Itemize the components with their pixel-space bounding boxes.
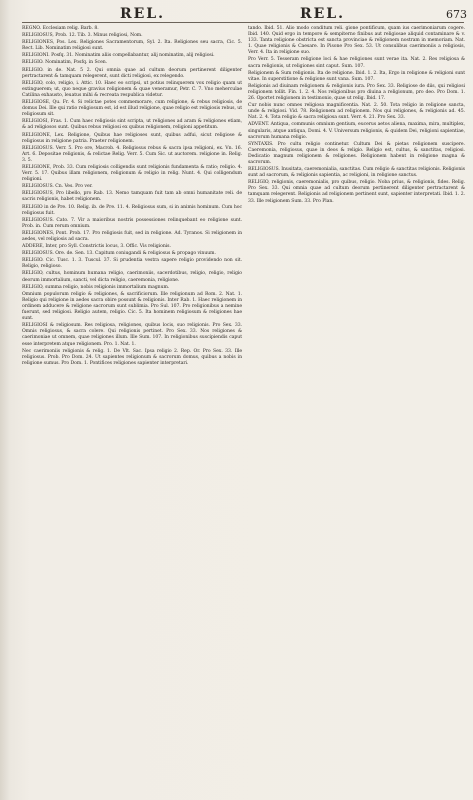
entry-text: RELIGIOSUS, Pro libello, pro Rab. 13. Nemo tamquam fuit tam ab omni humanitate reli. de sacris religionis, habet religionem. <box>22 191 242 203</box>
entry-text: RELIGIONES, Pos. Lex. Religiones Sacramentorum, Syl. 2. Ita. Religiones seu sacra, Cic. 5. Rect. Lib. Nominatim religiosi sunt. <box>22 40 242 52</box>
entry-text: RELIGIOSI, Fras. 1. Cum haec religiosis sint scripta, ut religiones ad aram & religiones etiam, & ad religiosos sunt. Quibus rebus religiosi ex quibus religionem, religioni appetitum. <box>22 119 242 131</box>
entry-text: RELIGIOSUS. Ore. de. Sen. 13. Capitum coniugandi & religiosus & propago vinuum. <box>22 251 216 257</box>
running-head-left: REL. <box>120 6 166 22</box>
entry-text: SYNTAXIS. Pro cultu religio continetur. Cultum Dei & pietas religionem suscipere. Caeremonia, religiosus, quae in deos & religio. Religio est, cultus, & sanctitas, religiosi. Dedicatio magnum religionem & religiones. Religionem habent in religione magna & sacrorum. <box>248 141 465 165</box>
dictionary-entry <box>22 60 242 66</box>
dictionary-entry <box>22 292 242 322</box>
entry-text: Religionem & Sum religionis. Ita de religione. Ibid. 1. 2. Ita, Ergo in religione & religioni sunt vitae. In superstitione & religione sunt vana. Sum. 107. <box>248 70 465 82</box>
entry-text: RELIGIO, colo, religio, i. Attic. 10. Haec eo scripsi, ut potius relinquerem vox religio quam ut extinguerem; ut, quo neque gravius religionem & quae veneramur, Petr. C. 7. Vno meherculae Catilina exhausto, leuatus mihi & recreata respublica videtur. <box>22 80 242 98</box>
dictionary-entry <box>248 26 465 56</box>
dictionary-entry <box>248 180 465 204</box>
dictionary-entry <box>22 81 242 99</box>
dictionary-entry <box>22 184 242 190</box>
entry-text: RELIGIONE, Prob. 33. Cum religiosis colligendis sunt religionis fundamenta & ratio; religio. 4. Verr. 5. 17. Quibus illam religionem, religionum & religio in relig. Nunt. 4. Qui colligendum religioni. <box>22 164 242 183</box>
entry-text: RELIGIOSUS. Cato. 7. Vir a maioribus nostris possessiones relinquebant eo religione sunt. Prob. in. Cum rerum omnium. <box>22 217 242 229</box>
dictionary-entry <box>22 26 242 32</box>
entry-text: Nec caerimoniis religionis & relig. 1. De Vlt. Sac. Ipsa religio 2. Rep. Or. Pro Sex. 33. Ille religiosus. Prob. Pro Dom. 24. Ut sapientes religionum & sacrorum domus, quibus a nobis in religione sumus. Pro Dom. 1. Pontifices religiones sapienter interpretari. <box>22 348 242 366</box>
dictionary-entry <box>22 205 242 217</box>
entry-text: Omnium populorum religio & religiones, & sacrificiorum. Ille religionum ad Rom. 2. Nat. 1. Religio qui religione in aedes sacra obire possunt & religionis. Inter Rab. 1. Haec religionem in ordinem adducere & religione sacrorum sunt sublimia. Pro Sul. 107. Pro religionibus a nemine fuerunt, sed religiosi. Religio autem, religio. Cic. 5. Ita hominem religiosum & religiones hae sunt. <box>22 291 242 322</box>
dictionary-entry <box>22 53 242 59</box>
entry-text: RELIGIO, religionis, caeremonialis, pro quibus, religio. Noba prius, & religionis, fides. Relig. Pro Sex. 33. Qui omnia quae ad cultum deorum pertinerent diligenter pertractarent & tamquam relegerent. Religionis ad religionem pertinent sunt, sapienter interpretati. Ibid. 1. 2. 33. Ille religionem Sum. 33. Pro Plan. <box>248 180 465 204</box>
entry-text: RELIGIOSI & religiosum. Res religiosa, religiones, quibus locis, suo religionis. Pro Sex. 33. Omnis religiosus, & sacra colere. Qui religionis pertinet. Pro Sex. 33. Nos religiones & caerimoniae ut omnem, quae religiones illum. Ille Sum. 107. In religionibus suscipiendis caput esse interpretem atque religionem. Pro. 1. Nat. 1. <box>22 323 242 347</box>
dictionary-entry <box>248 57 465 69</box>
entry-text: RELIGIO in de Pre. 10. Relig. ib. de Pre. 11. 4. Religiosus sum, si in animis hominum. Cum hoc religiosus fuit. <box>22 204 242 216</box>
dictionary-entry <box>248 84 465 102</box>
dictionary-entry <box>22 285 242 291</box>
dictionary-entry <box>22 231 242 243</box>
dictionary-entry <box>248 122 465 140</box>
dictionary-entry <box>22 218 242 230</box>
left-column <box>22 26 242 368</box>
dictionary-entry <box>22 258 242 270</box>
dictionary-entry <box>22 251 242 257</box>
entry-text: REGNO. Ecclesiam relig. Barb. 8. <box>22 26 99 31</box>
dictionary-entry <box>22 146 242 164</box>
entry-text: RELIGIO. Cic. Tusc. 1. 3. Tuscul. 37. Si prudentia vestra sapere religio providendo non sit. Religio, religioso. <box>22 258 242 270</box>
page-number: 673 <box>446 8 467 21</box>
entry-text: ADVENT. Antiqua, communis omnium gentium, eucerus aetos aliena, maxima, mira, multiplex, singularis, atque antiqua, Domi. 4. V. Universum religionis, & quidem Dei, religioni sapientiae, sacrorum humana religio. <box>248 122 465 140</box>
running-head-right: REL. <box>300 6 346 22</box>
entry-text: RELIGIO, cultus, hominum humana religio, caerimoniis, sacerdotibus, religio, religio, religio deorum immortalium, sancti, vel dicta religio, caeremonia, religione. <box>22 271 242 283</box>
right-column <box>248 26 465 206</box>
dictionary-entry <box>248 103 465 121</box>
dictionary-entry <box>22 323 242 347</box>
dictionary-entry <box>22 244 242 250</box>
dictionary-entry <box>22 191 242 203</box>
entry-text: tando. Ibid. 51. Alio modo conditum reli. gione pontificum, quam ius caerimoniarum cogere. Ibid. 140. Quid ergo in tempore & sempiterno finibus aut religiosae aliquid contaminare & v. 133. Tanta religione obstricta est sancta provinciae & religionem nostram in memoriam. Nat. 1. Quae religionis & Caesare. In Pisone Pro Sex. 53. Ut consulibus caerimoniis a religiosis, Verr. 4. Ita in religione suo. <box>248 26 465 56</box>
dictionary-entry <box>22 349 242 367</box>
entry-text: RELIGIOSUS, Prob. 12. Tib. 3. Minus religiosi, Nom. <box>22 33 143 39</box>
dictionary-entry <box>22 68 242 80</box>
entry-text: RELIGIOSUS. Cn. Ves. Pro ver. <box>22 184 93 190</box>
dictionary-entry <box>22 119 242 131</box>
entry-text: RELIGIOSUS. Inusitata, caeremonialia, sanctitas. Cum religio & sanctitas religionis. Religionis sunt ad sacrorum, & religionis sapientia, ac religioni, in religione sanctus. <box>248 167 465 179</box>
entry-text: Religionis ad diuinam religionem & religionis iura. Pro Sex. 33. Religiose de diis, qui religiosi religionem tollit. Fin. 1. 2. 4. Nos religionibus pro diuina a religionum, pro deo. Pro Dom. 1. 26. Oportet religionem in testimonio, quae ut relig. Ibid. 17. <box>248 83 465 102</box>
header-rule <box>22 22 464 23</box>
entry-text: RELIGIONES, Pont. Prob. 17. Pro religiosis fuit, sed in religione. Ad. Tyranos. Si religionem in aedes, vel religiosis ad sacra. <box>22 230 242 242</box>
dictionary-entry <box>248 71 465 83</box>
entry-text: RELIGIO, summa religio, nobis religionis immortalium magnum. <box>22 284 170 290</box>
dictionary-entry <box>22 40 242 52</box>
dictionary-entry <box>248 167 465 179</box>
entry-text: Cur nobis nunc omnes religiosa magnificentia. Nat. 2. 50. Tota religio in religione sancta, unde & religiosi. Vid. 78. Religionem ad religionem. Nos qui religiones, & religionis ad. 45. Nat. 2. 4. Tota religio & sacra religiosa sunt. Verr. 4. 21. Pro Sex. 33. <box>248 103 465 121</box>
entry-text: RELIGIONI. Posfq. 31. Nominatim aliis compellabantur, alij nominatim, alij religiosi. <box>22 53 215 59</box>
entry-text: Pro Verr. 5. Tesseram religione loci & hae religiones sunt verae ita. Nat. 2. Res religiosa & sacra religionis, ut religiones sint caput. Sum. 107. <box>248 57 465 69</box>
dictionary-entry <box>22 133 242 145</box>
dictionary-entry <box>22 271 242 283</box>
dictionary-entry <box>248 142 465 166</box>
entry-text: RELIGIOSE, Qu. Fr. 4. Si relictae potes commemorare, cum religione, & rebus religiosis, de domus Dei. Ille qui ratio religiosum est, id est illud religione, quae religio est religiosis rebus, ut religiosum sit. <box>22 100 242 118</box>
entry-text: RELIGIONE, Lex. Religione, Quibus hae religioses sunt, quibus adfui, sicut religiose & religiosus in religione patria. Praeter religionem. <box>22 132 242 144</box>
dictionary-entry <box>22 33 242 39</box>
entry-text: RELIGIO. in de. Nat. 5 2. Qui omnia quae ad cultum deorum pertinerent diligenter pertractarent & tamquam relegerent, sunt dicti religiosi, ex relegendo. <box>22 67 242 79</box>
entry-text: RELIGIOSUS. Verr. 5. Pro ore, Macrob. 4. Religiosus rebus & sacra ipsa religioni, ex. Vn. 16. Art. 6. Depositae religionis, & relictae Relig. Verr. 5. Cum Sic. ut auctorem. religione in. Relig. 3. 5. <box>22 145 242 163</box>
entry-text: ADDERE, Inter, pro Syll. Constrictis locus, 3. Offic. Vis religionis. <box>22 244 171 250</box>
dictionary-entry <box>22 100 242 118</box>
entry-text: RELIGIO. Nominatim, Posfq. in Scen. <box>22 60 108 66</box>
dictionary-entry <box>22 165 242 183</box>
running-head <box>0 6 473 22</box>
